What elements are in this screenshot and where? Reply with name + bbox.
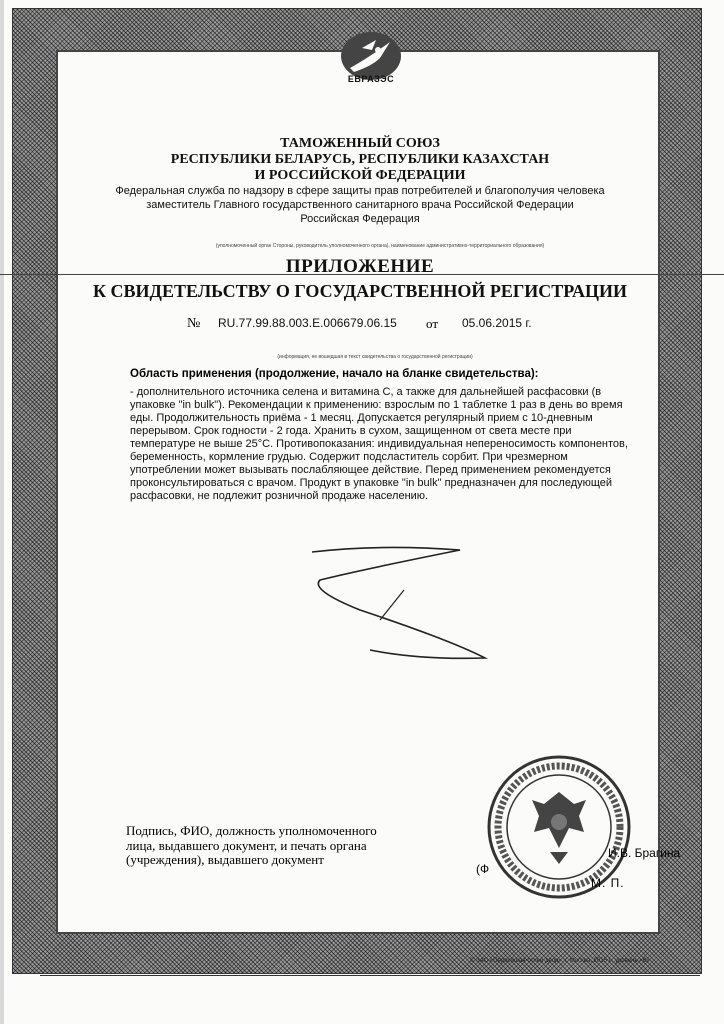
scope-line: проконсультироваться с врачом. Продукт в упаковке "in bulk" предназначен для последующей <box>130 477 613 489</box>
printer-footer: © ЗАО «Первейшая-отпей двор», г. Москва, 2015 г., уровень «В» <box>470 958 650 964</box>
number-label: № <box>187 316 201 331</box>
agency-line2: заместитель Главного государственного санитарного врача Российской Федерации <box>146 199 574 211</box>
appendix-title: ПРИЛОЖЕНИЕ <box>285 256 435 277</box>
emblem-label: ЕВРАЗЭС <box>347 74 395 84</box>
union-title-line3: И РОССИЙСКОЙ ФЕДЕРАЦИИ <box>254 168 466 183</box>
scope-line: перерывом. Срок годности - 2 года. Хранить в сухом, защищенном от света месте при <box>130 425 572 437</box>
agency-line3: Российская Федерация <box>300 213 420 225</box>
signature-caption-line1: Подпись, ФИО, должность уполномоченного <box>126 823 377 838</box>
scope-line: беременность, кормление грудью. Содержит подсластитель сорбит. При чрезмерном <box>130 451 568 463</box>
scope-line: упаковке "in bulk"). Рекомендации к применению: взрослым по 1 таблетке 1 раз в день во время <box>130 399 623 411</box>
name-field-mark: (Ф <box>476 862 490 876</box>
scope-line: еды. Продолжительность приёма - 1 месяц. Допускается регулярный прием с 10-дневным <box>130 412 593 424</box>
appendix-subtitle: К СВИДЕТЕЛЬСТВУ О ГОСУДАРСТВЕННОЙ РЕГИСТРАЦИИ <box>93 281 627 301</box>
scope-line: - дополнительного источника селена и витамина С, а также для дальнейшей расфасовки (в <box>130 386 602 398</box>
registration-hint: (информация, не вошедшая в текст свидетельства о государственной регистрации) <box>277 354 473 360</box>
bottom-rule <box>40 975 700 976</box>
signature-scribble <box>300 540 500 690</box>
agency-hint: (уполномоченный орган Стороны, руководитель уполномоченного органа), наименование административно-территориального образования) <box>215 243 545 249</box>
scope-line: употреблении может вызывать послабляющее действие. Перед применением рекомендуется <box>130 464 611 476</box>
date-label: от <box>426 316 439 331</box>
seal-place-mark: М. П. <box>591 876 625 890</box>
signer-name: И.В. Брагина <box>608 846 681 860</box>
scope-line: температуре не выше 25°С. Противопоказания: индивидуальная непереносимость компонентов, <box>130 438 628 450</box>
agency-line1: Федеральная служба по надзору в сфере защиты прав потребителей и благополучия человека <box>115 185 605 197</box>
registration-date: 05.06.2015 г. <box>462 316 532 330</box>
scope-line: расфасовки, не подлежит розничной продаже населению. <box>130 490 429 502</box>
signature-caption-line3: (учреждения), выдавшего документ <box>126 852 324 867</box>
scan-edge <box>0 0 4 1024</box>
union-title-line1: ТАМОЖЕННЫЙ СОЮЗ <box>280 136 440 151</box>
scope-heading: Область применения (продолжение, начало на бланке свидетельства): <box>130 368 539 380</box>
union-title-line2: РЕСПУБЛИКИ БЕЛАРУСЬ, РЕСПУБЛИКИ КАЗАХСТАН <box>170 152 550 167</box>
registration-number: RU.77.99.88.003.E.006679.06.15 <box>218 316 397 330</box>
signature-caption-line2: лица, выдавшего документ, и печать органа <box>126 838 367 853</box>
